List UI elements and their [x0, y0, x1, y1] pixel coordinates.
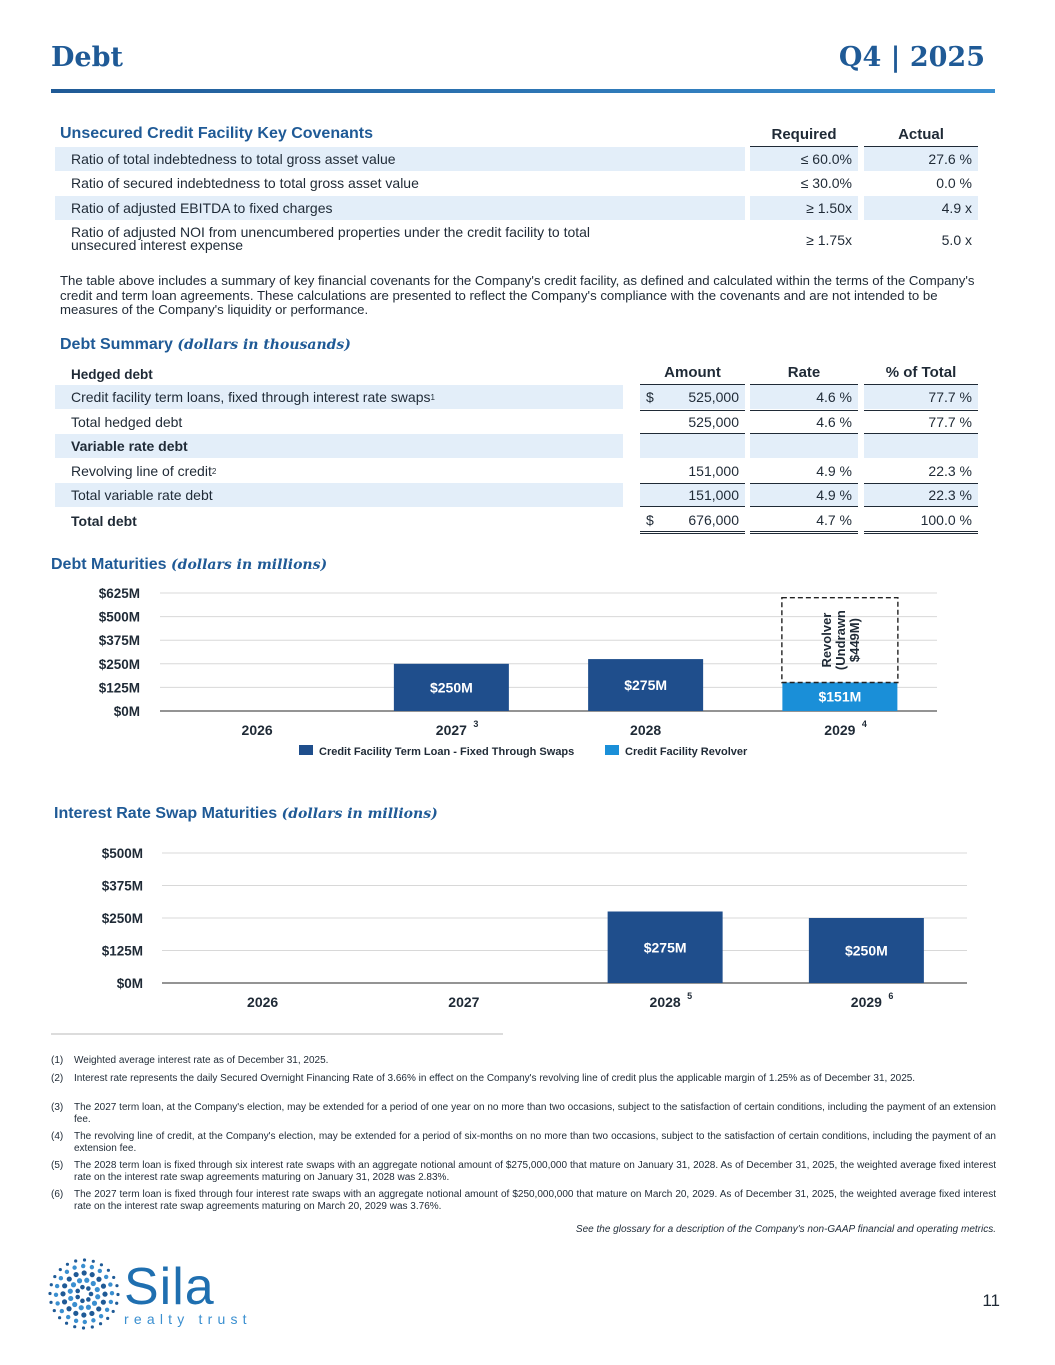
logo-dot	[108, 1282, 112, 1286]
debt-row	[55, 483, 978, 507]
debt-rate: 4.9 %	[750, 483, 858, 507]
covenant-actual: 0.0 %	[936, 175, 972, 191]
y-tick-label: $125M	[98, 680, 140, 696]
logo-dot	[106, 1317, 109, 1320]
debt-pct: 100.0 %	[864, 508, 978, 534]
debt-pct: 22.3 %	[864, 483, 978, 507]
debt-label: Revolving line of credit 2	[71, 463, 217, 479]
logo-dot	[75, 1295, 80, 1300]
logo-dot	[115, 1284, 118, 1287]
legend-swatch	[605, 745, 619, 755]
logo-dot	[48, 1292, 51, 1295]
debt-amount: 151,000	[640, 483, 745, 507]
logo-dot	[112, 1310, 115, 1313]
logo-dot	[90, 1265, 94, 1269]
logo-dot	[98, 1269, 102, 1273]
debt-label: Total debt	[71, 513, 137, 529]
sila-logo-mark-icon	[48, 1258, 120, 1330]
debt-amount: $ 525,000	[640, 385, 745, 409]
undrawn-revolver-label	[819, 610, 862, 670]
logo-dot	[116, 1293, 119, 1296]
logo-dot	[96, 1277, 101, 1282]
logo-dot	[100, 1263, 103, 1266]
logo-dot	[80, 1285, 85, 1290]
debt-pct: 77.7 %	[864, 410, 978, 434]
y-tick-label: $500M	[101, 846, 143, 861]
debt-pct: 22.3 %	[928, 463, 972, 479]
logo-dot	[73, 1325, 76, 1328]
undrawn-label-line: Revolver	[818, 612, 834, 668]
covenants-col-actual: Actual	[864, 126, 978, 148]
logo-dot	[71, 1282, 76, 1287]
covenant-required: ≥ 1.50x	[750, 196, 858, 220]
logo-dot	[115, 1302, 118, 1305]
page-number: 11	[982, 1291, 1000, 1310]
x-tick-label: 2027	[448, 994, 480, 1010]
bar-value-label: $275M	[624, 677, 668, 694]
logo-dot	[81, 1264, 85, 1268]
empty-cell	[864, 434, 978, 458]
y-tick-label: $0M	[113, 704, 140, 719]
page-title: Debt	[51, 42, 123, 73]
empty-cell	[750, 434, 858, 458]
logo-dot	[62, 1283, 67, 1288]
logo-dot	[90, 1272, 95, 1277]
debt-label: Credit facility term loans, fixed through interest rate swaps 1	[55, 385, 623, 409]
logo-dot	[99, 1322, 102, 1325]
period-label: Q4 | 2025	[838, 42, 985, 73]
footnote: (6) The 2027 term loan is fixed through four interest rate swaps with an aggregate notional amount of $250,000,000 that mature on March 20, 2029. As of December 31, 2025, the weighted average fixed interest rate on the interest rate swap agreements maturing on March 20, 2029 was 3.76%.	[51, 1189, 996, 1212]
logo-dot	[79, 1305, 84, 1310]
logo-wordmark: Sila	[124, 1258, 215, 1316]
logo-dot	[105, 1308, 109, 1312]
logo-dot	[62, 1299, 67, 1304]
covenants-title: Unsecured Credit Facility Key Covenants	[60, 125, 373, 142]
footnote: (2) Interest rate represents the daily Secured Overnight Financing Rate of 3.66% in effect on the Company's revolving line of credit plus the applicable margin of 1.25% as of December 31, 2025.	[51, 1073, 916, 1084]
legend-label: Credit Facility Revolver	[625, 746, 748, 758]
logo-dot	[89, 1311, 94, 1316]
logo-dot	[60, 1309, 64, 1313]
debt-row	[55, 410, 978, 434]
logo-dot	[86, 1286, 91, 1291]
covenants-col-required: Required	[750, 126, 858, 148]
logo-dot	[81, 1312, 86, 1317]
x-tick-superscript: 4	[861, 719, 867, 729]
debt-maturities-title: Debt Maturities (dollars in millions)	[51, 556, 328, 573]
covenant-label: Ratio of adjusted NOI from unencumbered properties under the credit facility to total unsecured interest expense	[71, 224, 591, 253]
y-tick-label: $500M	[98, 609, 140, 625]
undrawn-label-line: (Undrawn	[832, 610, 848, 671]
logo-dot	[66, 1263, 69, 1266]
logo-dot	[112, 1276, 115, 1279]
covenant-actual: 5.0 x	[941, 232, 972, 248]
header-rule	[51, 89, 995, 93]
debt-maturities-chart	[0, 580, 1055, 770]
y-tick-label: $625M	[98, 586, 140, 601]
logo-dot	[91, 1325, 94, 1328]
logo-dot	[53, 1275, 56, 1278]
logo-dot	[74, 1259, 77, 1262]
logo-dot	[101, 1284, 106, 1289]
covenant-row	[55, 147, 978, 171]
y-tick-label: $250M	[98, 656, 140, 672]
x-tick-superscript: 6	[888, 991, 894, 1001]
logo-dot	[86, 1305, 91, 1310]
debt-col-pct: % of Total	[864, 364, 978, 386]
logo-dot	[68, 1296, 73, 1301]
debt-label: Total hedged debt	[71, 414, 183, 430]
logo-dot	[104, 1275, 108, 1279]
debt-rate: 4.6 %	[750, 385, 858, 409]
logo-dot	[66, 1315, 70, 1319]
logo-dot	[96, 1306, 101, 1311]
x-tick-superscript: 3	[473, 719, 479, 729]
logo-dot	[75, 1289, 80, 1294]
covenant-label: Ratio of total indebtedness to total gross asset value	[55, 147, 745, 171]
bar-value-label: $151M	[818, 688, 862, 705]
debt-rate: 4.9 %	[816, 463, 852, 479]
logo-dot	[66, 1306, 71, 1311]
bar-value-label: $250M	[429, 679, 473, 696]
x-tick-label: 2026	[247, 994, 279, 1010]
logo-dot	[84, 1278, 89, 1283]
logo-dot	[83, 1258, 86, 1261]
bar-value-label: $275M	[643, 939, 687, 956]
y-tick-label: $125M	[101, 943, 143, 959]
covenants-note: The table above includes a summary of key financial covenants for the Company's credit facility, as defined and calculated within the terms of the Company's credit and term loan agreements. These calculations are presented to reflect the Company's compliance with the covenants and are not intended to be measures of the Company's liquidity or performance.	[60, 273, 975, 317]
logo-dot	[83, 1320, 87, 1324]
logo-dot	[102, 1292, 107, 1297]
covenant-actual: 27.6 %	[864, 147, 978, 171]
x-tick-label: 2026	[241, 722, 273, 738]
debt-col-amount: Amount	[640, 364, 745, 386]
logo-dot	[86, 1297, 91, 1302]
logo-dot	[59, 1268, 62, 1271]
logo-dot	[82, 1326, 85, 1329]
legend-swatch	[299, 745, 313, 755]
logo-dot	[55, 1284, 59, 1288]
swap-maturities-title: Interest Rate Swap Maturities (dollars in millions)	[54, 805, 438, 822]
covenant-required: ≤ 60.0%	[750, 147, 858, 171]
debt-amount: 525,000	[640, 410, 745, 434]
logo-dot	[95, 1287, 100, 1292]
covenant-row	[55, 196, 978, 220]
logo-dot	[68, 1289, 73, 1294]
covenant-required: ≤ 30.0%	[800, 175, 852, 191]
logo-dot	[73, 1311, 78, 1316]
logo-dot	[65, 1270, 69, 1274]
logo-dot	[55, 1301, 59, 1305]
logo-dot	[91, 1318, 95, 1322]
logo-dot	[80, 1299, 85, 1304]
logo-dot	[92, 1260, 95, 1263]
debt-row	[55, 434, 978, 458]
debt-col-rate: Rate	[750, 364, 858, 386]
logo-dot	[89, 1292, 94, 1297]
logo-dot	[49, 1301, 52, 1304]
logo-dot	[60, 1291, 65, 1296]
logo-dot	[110, 1291, 114, 1295]
logo-dot	[67, 1276, 72, 1281]
logo-dot	[65, 1322, 68, 1325]
logo-dot	[74, 1272, 79, 1277]
logo-dot	[109, 1300, 113, 1304]
covenant-label: Ratio of adjusted EBITDA to fixed charges	[55, 196, 745, 220]
logo-dot	[72, 1302, 77, 1307]
x-tick-label: 2029	[824, 722, 856, 738]
debt-amount: $ 676,000	[640, 508, 745, 534]
covenant-row	[55, 171, 978, 195]
logo-dot	[91, 1281, 96, 1286]
debt-amount: 151,000	[688, 463, 739, 479]
covenant-label: Ratio of secured indebtedness to total gross asset value	[71, 175, 419, 191]
x-tick-label: 2027	[435, 722, 467, 738]
x-tick-label: 2029	[850, 994, 882, 1010]
debt-rate: 4.6 %	[750, 410, 858, 434]
covenant-required: ≥ 1.75x	[806, 232, 852, 248]
y-tick-label: $375M	[98, 633, 140, 649]
legend-label: Credit Facility Term Loan - Fixed Through Swaps	[319, 746, 575, 758]
debt-summary-title: Debt Summary (dollars in thousands)	[60, 336, 351, 353]
logo-dot	[74, 1319, 78, 1323]
empty-cell	[640, 434, 745, 458]
logo-dot	[53, 1309, 56, 1312]
logo-dot	[82, 1270, 87, 1275]
debt-row	[55, 385, 978, 409]
debt-label: Total variable rate debt	[55, 483, 623, 507]
logo-dot	[59, 1276, 63, 1280]
debt-row	[55, 508, 978, 534]
logo-dot	[92, 1301, 97, 1306]
debt-rate: 4.7 %	[750, 508, 858, 534]
y-tick-label: $0M	[116, 976, 143, 991]
undrawn-label-line: $449M)	[846, 618, 862, 663]
glossary-note: See the glossary for a description of the Company's non-GAAP financial and operating metrics.	[575, 1224, 996, 1235]
logo-dot	[107, 1269, 110, 1272]
logo-dot	[99, 1314, 103, 1318]
bar-value-label: $250M	[844, 942, 888, 959]
debt-pct: 77.7 %	[864, 385, 978, 409]
footnote-divider	[51, 1033, 503, 1035]
logo-subtitle: realty trust	[124, 1311, 252, 1327]
footnote: (5) The 2028 term loan is fixed through six interest rate swaps with an aggregate notional amount of $275,000,000 that mature on January 31, 2028. As of December 31, 2025, the weighted average fixed interest rate on the interest rate swap agreements maturing on January 31, 2028 was 2.83%.	[51, 1160, 996, 1183]
y-tick-label: $250M	[101, 911, 143, 926]
logo-dot	[58, 1316, 61, 1319]
debt-row	[55, 459, 978, 483]
logo-dot	[50, 1283, 53, 1286]
logo-dot	[77, 1278, 82, 1283]
swap-maturities-chart	[0, 840, 1055, 1020]
logo-dot	[95, 1294, 100, 1299]
x-tick-superscript: 5	[687, 991, 693, 1001]
logo-dot	[54, 1293, 58, 1297]
x-tick-label: 2028	[649, 994, 681, 1010]
covenant-actual: 4.9 x	[864, 196, 978, 220]
covenant-row	[55, 222, 978, 256]
footnote: (4) The revolving line of credit, at the Company's election, may be extended for a period of six-months on no more than two occasions, subject to the satisfaction of certain conditions, including the payment of an extension fee.	[51, 1131, 996, 1154]
footnote: (1) Weighted average interest rate as of December 31, 2025.	[51, 1055, 329, 1066]
footnote: (3) The 2027 term loan, at the Company's election, may be extended for a period of one year on no more than two occasions, subject to the satisfaction of certain conditions, including the payment of an extension fee.	[51, 1102, 996, 1125]
x-tick-label: 2028	[630, 722, 662, 738]
logo-dot	[101, 1300, 106, 1305]
y-tick-label: $375M	[101, 878, 143, 894]
hedged-debt-heading: Hedged debt	[71, 367, 153, 382]
logo-dot	[72, 1265, 76, 1269]
variable-debt-heading: Variable rate debt	[55, 434, 623, 458]
